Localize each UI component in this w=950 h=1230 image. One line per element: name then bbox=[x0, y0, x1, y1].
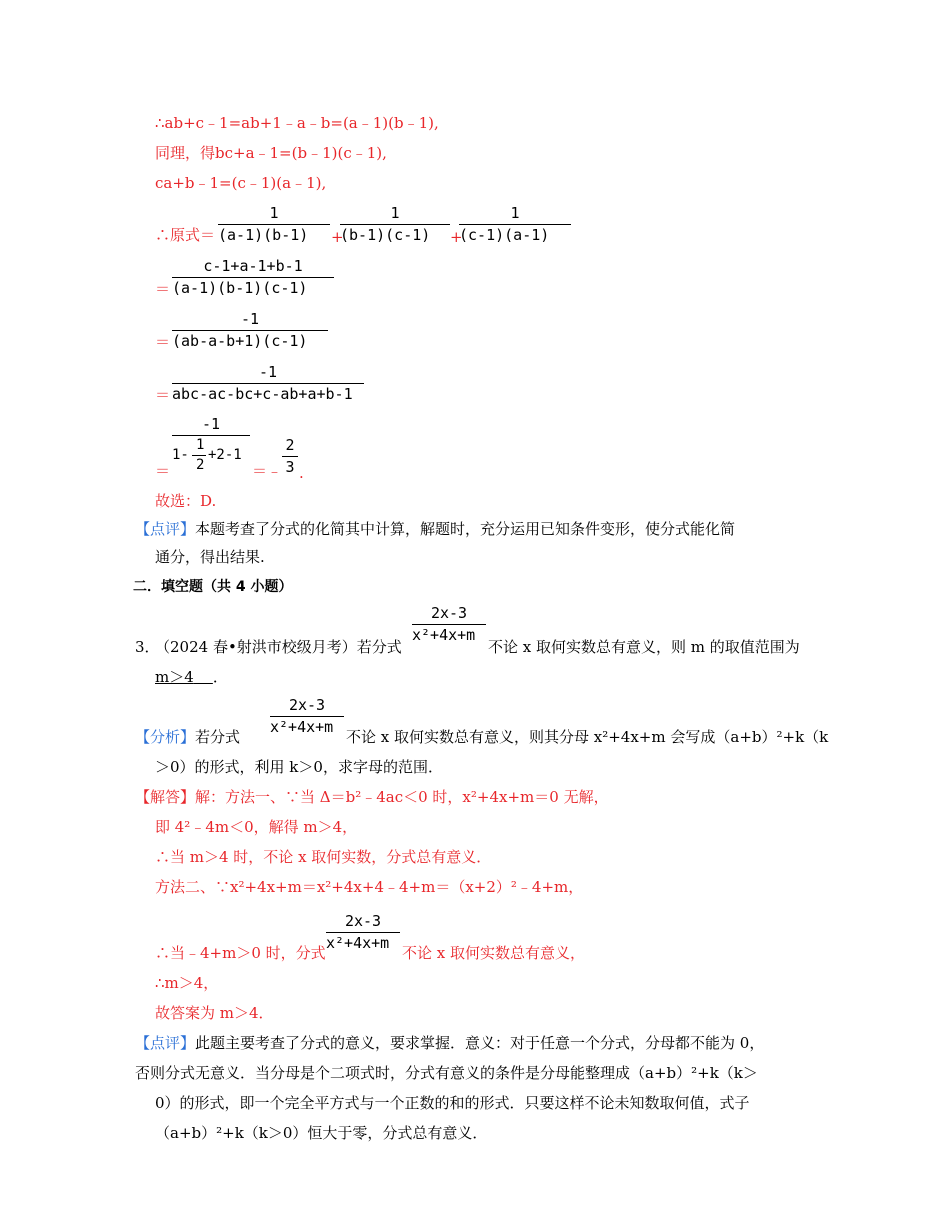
q3-comment bbox=[135, 1032, 764, 1054]
q3-fraction bbox=[412, 604, 486, 646]
comment-1-line1: 本题考查了分式的化简其中计算，解题时，充分运用已知条件变形，使分式能化简 bbox=[195, 520, 736, 538]
fraction-3-denominator: (c-1)(a-1) bbox=[459, 226, 550, 244]
analysis-fraction-numerator: 2x-3 bbox=[288, 696, 326, 714]
solution-tag: 【解答】 bbox=[135, 788, 196, 806]
result-fraction bbox=[282, 436, 298, 478]
period: . bbox=[299, 464, 304, 482]
fraction-2-denominator: (b-1)(c-1) bbox=[340, 226, 431, 244]
q3-comment-line4: （a+b）²+k（k＞0）恒大于零，分式总有意义． bbox=[155, 1124, 488, 1142]
analysis-pre: 若分式 bbox=[195, 728, 241, 746]
solution-line-3: ∴当 m＞4 时，不论 x 取何实数，分式总有意义． bbox=[155, 848, 492, 866]
q3-source: （2024 春•射洪市校级月考）若分式 bbox=[155, 638, 402, 656]
step-3-denominator: abc-ac-bc+c-ab+a+b-1 bbox=[172, 385, 353, 403]
step-4-numerator: -1 bbox=[201, 415, 221, 433]
fraction-3-numerator: 1 bbox=[510, 204, 520, 222]
solution-line-5-pre: ∴当﹣4+m＞0 时，分式 bbox=[155, 944, 326, 962]
step-4-den-a: 1- bbox=[172, 447, 189, 463]
q3-comment-line3: 0）的形式，即一个完全平方式与一个正数的和的形式．只要这样不论未知数取何值，式子 bbox=[155, 1094, 750, 1112]
solution-line-7: 故答案为 m＞4． bbox=[155, 1004, 274, 1022]
solution-line-5-post: 不论 x 取何实数总有意义， bbox=[402, 944, 585, 962]
q3-answer-end: ． bbox=[212, 668, 228, 686]
q3-answer: m＞4 bbox=[155, 668, 194, 686]
fraction-1-numerator: 1 bbox=[269, 204, 279, 222]
plus-sign: + bbox=[450, 228, 463, 246]
fraction-2-numerator: 1 bbox=[390, 204, 400, 222]
plus-sign: + bbox=[331, 228, 344, 246]
solution-line-4: 方法二、∵x²+4x+m＝x²+4x+4﹣4+m＝（x+2）²﹣4+m， bbox=[155, 878, 584, 896]
half-denominator: 2 bbox=[196, 457, 205, 473]
comment-1 bbox=[135, 518, 735, 540]
equals-sign: ＝ bbox=[155, 386, 171, 404]
analysis-fraction-denominator: x²+4x+m bbox=[270, 718, 334, 736]
step-2-numerator: -1 bbox=[240, 310, 260, 328]
solution-text-1: 解：方法一、∵当 Δ＝b²﹣4ac＜0 时，x²+4x+m＝0 无解， bbox=[195, 788, 609, 806]
step-3-numerator: -1 bbox=[258, 363, 278, 381]
step-4-den-b: +2-1 bbox=[208, 447, 242, 463]
q3-comment-line2: 否则分式无意义．当分母是个二项式时，分式有意义的条件是分母能整理成（a+b）²+k（k＞ bbox=[135, 1064, 758, 1082]
analysis-fraction bbox=[270, 696, 344, 738]
analysis-post: 不论 x 取何实数总有意义，则其分母 x²+4x+m 会写成（a+b）²+k（k bbox=[346, 728, 829, 746]
q3-fraction-denominator: x²+4x+m bbox=[412, 626, 476, 644]
equals-sign: ＝ bbox=[155, 462, 171, 480]
q3-text: 不论 x 取何实数总有意义，则 m 的取值范围为 bbox=[488, 638, 800, 656]
fraction-3 bbox=[459, 204, 571, 246]
equals-sign: ＝ bbox=[155, 280, 171, 298]
half-numerator: 1 bbox=[196, 437, 205, 453]
step-2-denominator: (ab-a-b+1)(c-1) bbox=[172, 332, 308, 350]
original-prefix: ∴原式＝ bbox=[155, 226, 216, 244]
step-1-fraction bbox=[172, 257, 334, 299]
analysis-tag: 【分析】 bbox=[135, 728, 196, 746]
fraction-2 bbox=[340, 204, 450, 246]
step-3-fraction bbox=[172, 363, 364, 405]
solution-fraction bbox=[326, 912, 400, 954]
solution-fraction-denominator: x²+4x+m bbox=[326, 934, 390, 952]
solution-line-1: ∴ab+c﹣1=ab+1﹣a﹣b=(a﹣1)(b﹣1), bbox=[155, 114, 439, 132]
solution-line-2: 同理，得bc+a﹣1=(b﹣1)(c﹣1), bbox=[155, 144, 387, 162]
q3-answer-line bbox=[155, 666, 228, 688]
section-title: 二．填空题（共 4 小题） bbox=[133, 579, 293, 595]
fraction-1-denominator: (a-1)(b-1) bbox=[218, 226, 309, 244]
step-1-numerator: c-1+a-1+b-1 bbox=[203, 257, 303, 275]
q3-number: 3． bbox=[135, 638, 160, 656]
solution-fraction-numerator: 2x-3 bbox=[344, 912, 382, 930]
solution-line-1 bbox=[135, 786, 609, 808]
answer-line: 故选：D. bbox=[155, 492, 217, 510]
fraction-1 bbox=[218, 204, 330, 246]
solution-line-2: 即 4²﹣4m＜0，解得 m＞4， bbox=[155, 818, 358, 836]
comment-tag: 【点评】 bbox=[135, 520, 196, 538]
equals-sign: ＝ bbox=[155, 333, 171, 351]
q3-fraction-numerator: 2x-3 bbox=[430, 604, 468, 622]
comment-1-line2: 通分，得出结果. bbox=[155, 548, 265, 566]
q3-comment-tag: 【点评】 bbox=[135, 1034, 196, 1052]
result-numerator: 2 bbox=[285, 436, 295, 454]
q3-comment-line1: 此题主要考查了分式的意义，要求掌握．意义：对于任意一个分式，分母都不能为 0， bbox=[195, 1034, 765, 1052]
step-4-fraction bbox=[172, 415, 250, 483]
result-prefix: ＝﹣ bbox=[252, 462, 283, 480]
step-2-fraction bbox=[172, 310, 328, 352]
step-1-denominator: (a-1)(b-1)(c-1) bbox=[172, 279, 308, 297]
solution-line-6: ∴m＞4， bbox=[155, 974, 219, 992]
solution-line-3: ca+b﹣1=(c﹣1)(a﹣1), bbox=[155, 174, 327, 192]
analysis bbox=[135, 726, 240, 748]
result-denominator: 3 bbox=[285, 458, 295, 476]
analysis-line2: ＞0）的形式，利用 k＞0，求字母的范围． bbox=[155, 758, 443, 776]
